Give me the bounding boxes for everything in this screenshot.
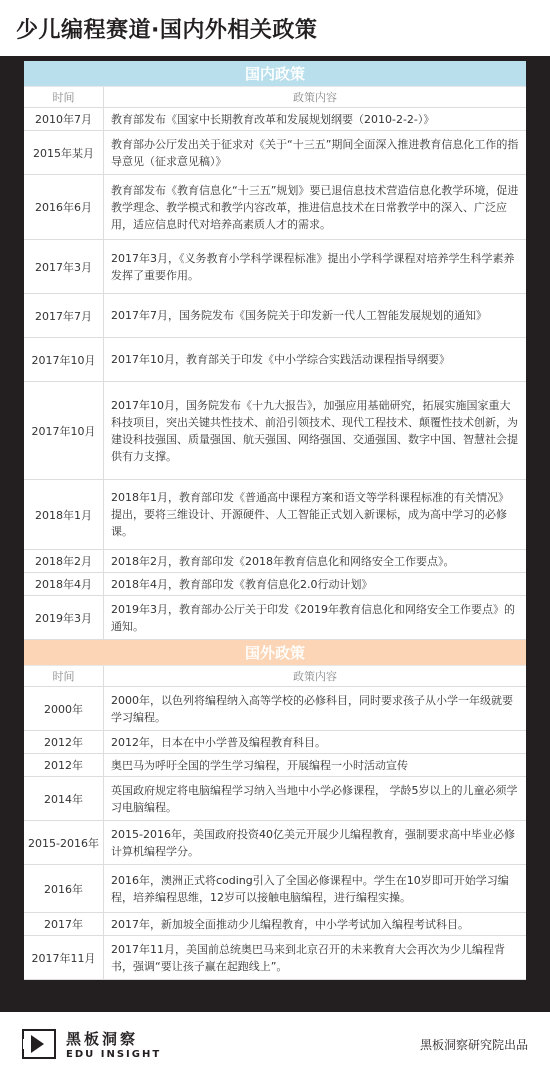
column-header-time: 时间 (24, 87, 104, 107)
row-content: 教育部办公厅发出关于征求对《关于“十三五”期间全面深入推进教育信息化工作的指导意见（征求意见稿）》 (111, 137, 519, 168)
table-row (24, 480, 526, 550)
page-title: 少儿编程赛道·国内外相关政策 (16, 17, 318, 43)
row-time: 2018年2月 (24, 550, 104, 572)
column-header-content: 政策内容 (293, 90, 337, 104)
row-time: 2019年3月 (24, 596, 104, 639)
row-content: 2018年2月，教育部印发《2018年教育信息化和网络安全工作要点》。 (111, 554, 455, 568)
credit-text: 黑板洞察研究院出品 (419, 1037, 528, 1052)
column-header-time: 时间 (24, 666, 104, 686)
domestic-rows (24, 108, 526, 640)
domestic-banner: 国内政策 (24, 61, 526, 87)
logo-name: 黑板洞察 (66, 1030, 139, 1048)
table-row (24, 596, 526, 640)
row-content: 教育部发布《国家中长期教育改革和发展规划纲要（2010-2-2-）》 (111, 112, 435, 126)
row-time: 2017年7月 (24, 294, 104, 337)
row-content: 2018年1月，教育部印发《普通高中课程方案和语文等学科课程标准的有关情况》提出，要将三维设计、开源硬件、人工智能正式划入新课标，成为高中学习的必修课。 (111, 491, 509, 538)
row-content: 2018年4月，教育部印发《教育信息化2.0行动计划》 (111, 577, 373, 591)
row-content: 2017年11月，美国前总统奥巴马来到北京召开的未来教育大会再次为少儿编程背书，强调“要让孩子赢在起跑线上”。 (111, 942, 505, 973)
row-content: 奥巴马为呼吁全国的学生学习编程，开展编程一小时活动宣传 (111, 758, 408, 772)
table-row (24, 382, 526, 480)
domestic-table-header (24, 87, 526, 108)
row-time: 2015年某月 (24, 131, 104, 174)
row-time: 2010年7月 (24, 108, 104, 130)
row-time: 2016年 (24, 865, 104, 912)
row-content: 2000年，以色列将编程纳入高等学校的必修科目，同时要求孩子从小学一年级就要学习编程。 (111, 693, 513, 724)
row-content: 2019年3月，教育部办公厅关于印发《2019年教育信息化和网络安全工作要点》的通知。 (111, 602, 515, 633)
row-content: 英国政府规定将电脑编程学习纳入当地中小学必修课程， 学龄5岁以上的儿童必须学习电脑编程。 (111, 783, 518, 814)
table-row (24, 108, 526, 131)
row-time: 2018年1月 (24, 480, 104, 549)
title-bar (0, 0, 550, 56)
table-row (24, 865, 526, 913)
row-content: 2012年，日本在中小学普及编程教育科目。 (111, 735, 326, 749)
row-time: 2017年11月 (24, 936, 104, 979)
row-content: 2017年，新加坡全面推动少儿编程教育，中小学考试加入编程考试科目。 (111, 917, 469, 931)
logo-text (66, 1028, 161, 1060)
row-time: 2017年10月 (24, 338, 104, 381)
row-content: 2017年10月，国务院发布《十九大报告》，加强应用基础研究，拓展实施国家重大科技项目，突出关键共性技术、前沿引领技术、现代工程技术、颠覆性技术创新，为建设科技强国、质量强国、航天强国、网络强国、交通强国、数字中国、智慧社会提供有力支撑。 (111, 398, 518, 463)
table-row (24, 731, 526, 754)
foreign-banner: 国外政策 (24, 640, 526, 666)
foreign-rows (24, 687, 526, 980)
table-row (24, 175, 526, 240)
table-row (24, 754, 526, 777)
logo-icon (22, 1029, 56, 1059)
table-row (24, 131, 526, 175)
table-row (24, 913, 526, 936)
table-row (24, 821, 526, 865)
footer (0, 1012, 550, 1076)
row-time: 2012年 (24, 731, 104, 753)
row-content: 2017年7月，国务院发布《国务院关于印发新一代人工智能发展规划的通知》 (111, 309, 487, 322)
row-time: 2017年 (24, 913, 104, 935)
row-time: 2016年6月 (24, 175, 104, 239)
row-time: 2000年 (24, 687, 104, 730)
table-row (24, 550, 526, 573)
logo-tagline: EDU INSIGHT (66, 1049, 162, 1060)
row-time: 2017年10月 (24, 382, 104, 479)
table-row (24, 777, 526, 821)
foreign-table-header (24, 666, 526, 687)
table-row (24, 936, 526, 980)
row-content: 2017年3月，《义务教育小学科学课程标准》提出小学科学课程对培养学生科学素养发挥了重要作用。 (111, 251, 515, 282)
table-row (24, 573, 526, 596)
row-content: 2016年，澳洲正式将coding引入了全国必修课程中。学生在10岁即可开始学习编程，培养编程思维，12岁可以接触电脑编程，进行编程实操。 (111, 873, 509, 904)
table-row (24, 687, 526, 731)
row-time: 2012年 (24, 754, 104, 776)
row-content: 2015-2016年，美国政府投资40亿美元开展少儿编程教育，强制要求高中毕业必修计算机编程学分。 (111, 827, 515, 858)
row-time: 2018年4月 (24, 573, 104, 595)
table-row (24, 294, 526, 338)
column-header-content: 政策内容 (293, 669, 337, 683)
row-time: 2014年 (24, 777, 104, 820)
row-time: 2017年3月 (24, 240, 104, 293)
policy-table (24, 61, 526, 980)
row-content: 2017年10月，教育部关于印发《中小学综合实践活动课程指导纲要》 (111, 353, 450, 366)
table-row (24, 338, 526, 382)
row-content: 教育部发布《教育信息化“十三五”规划》要已退信息技术营造信息化教学环境，促进教学理念、教学模式和教学内容改革，推进信息技术在日常教学中的深入、广泛应用，适应信息时代对培养高素质人才的需求。 (111, 183, 519, 231)
row-time: 2015-2016年 (24, 821, 104, 864)
table-row (24, 240, 526, 294)
